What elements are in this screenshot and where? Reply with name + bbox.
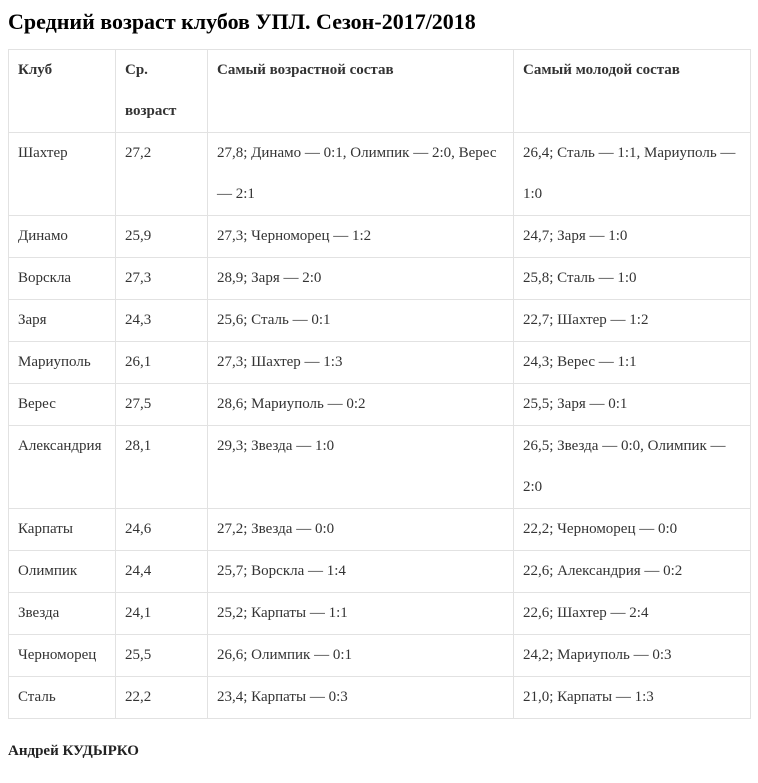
cell-oldest-squad: 27,8; Динамо — 0:1, Олимпик — 2:0, Верес — 2:1 (208, 133, 514, 216)
cell-club: Ворскла (9, 258, 116, 300)
cell-youngest-squad: 21,0; Карпаты — 1:3 (514, 677, 751, 719)
table-row (9, 384, 751, 426)
cell-avg-age: 22,2 (116, 677, 208, 719)
cell-avg-age: 24,6 (116, 509, 208, 551)
cell-youngest-squad: 24,2; Мариуполь — 0:3 (514, 635, 751, 677)
cell-youngest-squad: 24,3; Верес — 1:1 (514, 342, 751, 384)
cell-club: Мариуполь (9, 342, 116, 384)
table-row (9, 593, 751, 635)
cell-avg-age: 28,1 (116, 426, 208, 509)
cell-youngest-squad: 24,7; Заря — 1:0 (514, 216, 751, 258)
table-row (9, 258, 751, 300)
cell-avg-age: 27,2 (116, 133, 208, 216)
table-row (9, 133, 751, 216)
table-row (9, 342, 751, 384)
header-club: Клуб (9, 50, 116, 133)
cell-avg-age: 24,1 (116, 593, 208, 635)
cell-club: Динамо (9, 216, 116, 258)
page-title: Средний возраст клубов УПЛ. Сезон-2017/2018 (8, 9, 476, 34)
cell-youngest-squad: 22,6; Шахтер — 2:4 (514, 593, 751, 635)
table-header (9, 50, 751, 133)
cell-youngest-squad: 22,7; Шахтер — 1:2 (514, 300, 751, 342)
cell-club: Сталь (9, 677, 116, 719)
table-row (9, 216, 751, 258)
cell-avg-age: 25,9 (116, 216, 208, 258)
cell-oldest-squad: 28,9; Заря — 2:0 (208, 258, 514, 300)
table-row (9, 551, 751, 593)
cell-youngest-squad: 22,2; Черноморец — 0:0 (514, 509, 751, 551)
cell-oldest-squad: 26,6; Олимпик — 0:1 (208, 635, 514, 677)
table-row (9, 677, 751, 719)
cell-club: Заря (9, 300, 116, 342)
cell-youngest-squad: 26,5; Звезда — 0:0, Олимпик — 2:0 (514, 426, 751, 509)
cell-oldest-squad: 29,3; Звезда — 1:0 (208, 426, 514, 509)
club-age-table (8, 49, 751, 719)
cell-oldest-squad: 27,2; Звезда — 0:0 (208, 509, 514, 551)
cell-avg-age: 24,3 (116, 300, 208, 342)
cell-club: Карпаты (9, 509, 116, 551)
cell-avg-age: 25,5 (116, 635, 208, 677)
cell-avg-age: 27,3 (116, 258, 208, 300)
cell-avg-age: 26,1 (116, 342, 208, 384)
table-row (9, 635, 751, 677)
header-oldest-squad: Самый возрастной состав (208, 50, 514, 133)
cell-club: Звезда (9, 593, 116, 635)
cell-youngest-squad: 22,6; Александрия — 0:2 (514, 551, 751, 593)
cell-club: Черноморец (9, 635, 116, 677)
cell-oldest-squad: 27,3; Шахтер — 1:3 (208, 342, 514, 384)
cell-club: Олимпик (9, 551, 116, 593)
author-byline: Андрей КУДЫРКО (8, 743, 139, 759)
table-body (9, 133, 751, 719)
cell-oldest-squad: 25,2; Карпаты — 1:1 (208, 593, 514, 635)
cell-oldest-squad: 25,7; Ворскла — 1:4 (208, 551, 514, 593)
header-avg-age: Ср. возраст (116, 50, 208, 133)
cell-youngest-squad: 25,5; Заря — 0:1 (514, 384, 751, 426)
cell-oldest-squad: 23,4; Карпаты — 0:3 (208, 677, 514, 719)
cell-oldest-squad: 27,3; Черноморец — 1:2 (208, 216, 514, 258)
cell-avg-age: 27,5 (116, 384, 208, 426)
header-youngest-squad: Самый молодой состав (514, 50, 751, 133)
cell-avg-age: 24,4 (116, 551, 208, 593)
cell-youngest-squad: 26,4; Сталь — 1:1, Мариуполь — 1:0 (514, 133, 751, 216)
cell-club: Шахтер (9, 133, 116, 216)
table-row (9, 426, 751, 509)
cell-club: Верес (9, 384, 116, 426)
table-row (9, 509, 751, 551)
cell-youngest-squad: 25,8; Сталь — 1:0 (514, 258, 751, 300)
table-row (9, 300, 751, 342)
cell-oldest-squad: 28,6; Мариуполь — 0:2 (208, 384, 514, 426)
table-header-row (9, 50, 751, 133)
cell-oldest-squad: 25,6; Сталь — 0:1 (208, 300, 514, 342)
cell-club: Александрия (9, 426, 116, 509)
